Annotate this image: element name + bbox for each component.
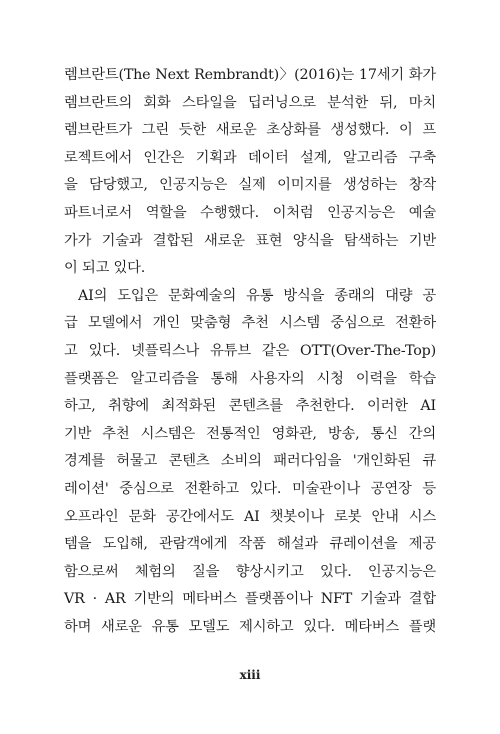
text-line: 레이션' 중심으로 전환하고 있다. 미술관이나 공연장 등 [64, 480, 436, 497]
text-line: 렘브란트의 회화 스타일을 딥러닝으로 분석한 뒤, 마치 [64, 94, 436, 111]
text-line: 을 담당했고, 인공지능은 실제 이미지를 생성하는 창작 [64, 177, 436, 194]
text-line: 하고, 취향에 최적화된 콘텐츠를 추천한다. 이러한 AI [64, 398, 436, 415]
text-line: 렘브란트가 그린 듯한 새로운 초상화를 생성했다. 이 프 [64, 122, 436, 139]
paragraph-ai-distribution [64, 283, 436, 642]
text-line: 오프라인 문화 공간에서도 AI 챗봇이나 로봇 안내 시스 [64, 508, 436, 525]
text-line: 고 있다. 넷플릭스나 유튜브 같은 OTT(Over-The-Top) [64, 342, 436, 359]
text-line: AI의 도입은 문화예술의 유통 방식을 종래의 대량 공 [78, 287, 436, 304]
text-line: 로젝트에서 인간은 기획과 데이터 설계, 알고리즘 구축 [64, 149, 436, 166]
text-line: 기반 추천 시스템은 전통적인 영화관, 방송, 통신 간의 [64, 425, 436, 442]
text-line: 급 모델에서 개인 맞춤형 추천 시스템 중심으로 전환하 [64, 315, 436, 332]
text-line: 하며 새로운 유통 모델도 제시하고 있다. 메타버스 플랫 [64, 618, 436, 635]
text-line: 렘브란트(The Next Rembrandt)〉(2016)는 17세기 화가 [64, 67, 436, 83]
text-line: 이 되고 있다. [64, 260, 146, 277]
text-line: VR · AR 기반의 메타버스 플랫폼이나 NFT 기술과 결합 [64, 591, 436, 608]
text-line: 가가 기술과 결합된 새로운 표현 양식을 탐색하는 기반 [64, 232, 436, 249]
body-text [64, 62, 436, 641]
text-line: 함으로써 체험의 질을 향상시키고 있다. 인공지능은 [64, 563, 436, 580]
text-line: 파트너로서 역할을 수행했다. 이처럼 인공지능은 예술 [64, 204, 436, 221]
text-line: 템을 도입해, 관람객에게 작품 해설과 큐레이션을 제공 [64, 536, 436, 553]
page-number: xiii [239, 668, 261, 682]
text-line: 경계를 허물고 콘텐츠 소비의 패러다임을 '개인화된 큐 [64, 453, 436, 470]
paragraph-rembrandt [64, 62, 436, 283]
text-line: 플랫폼은 알고리즘을 통해 사용자의 시청 이력을 학습 [64, 370, 436, 387]
